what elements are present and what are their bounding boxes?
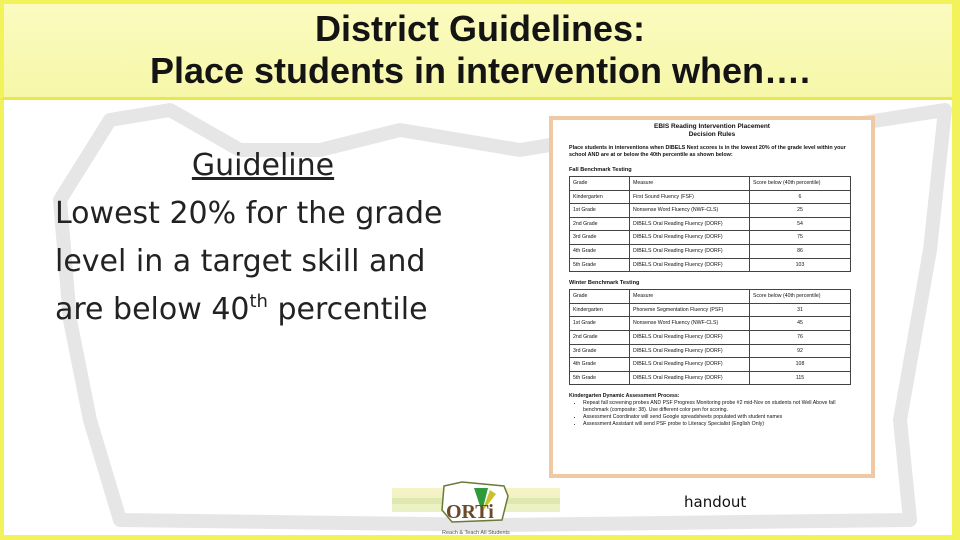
table-header-row: Grade Measure Score below (40th percentile)	[570, 290, 851, 304]
table-row: 3rd Grade DIBELS Oral Reading Fluency (DORF) 75	[570, 231, 851, 245]
logo-text: ORTi	[446, 501, 494, 523]
fall-benchmark-table	[569, 176, 851, 272]
guideline-line-3: are below 40th percentile	[55, 291, 428, 327]
winter-benchmark-table	[569, 289, 851, 385]
table-row: 4th Grade DIBELS Oral Reading Fluency (DORF) 108	[570, 358, 851, 372]
list-item: • Assessment Assistant will send PSF probe to Literacy Specialist (English Only)	[583, 421, 859, 428]
list-item: • Assessment Coordinator will send Google spreadsheets populated with student names	[583, 414, 859, 421]
table-row: Kindergarten First Sound Fluency (FSF) 6	[570, 190, 851, 204]
table-row: 5th Grade DIBELS Oral Reading Fluency (DORF) 115	[570, 371, 851, 385]
frame-right	[952, 0, 960, 540]
guideline-line-1: Lowest 20% for the grade	[55, 196, 443, 231]
title-line-1: District Guidelines:	[314, 8, 646, 49]
table-row: 1st Grade Nonsense Word Fluency (NWF-CLS) 25	[570, 204, 851, 218]
guideline-line-2: level in a target skill and	[55, 244, 426, 279]
table-header-row: Grade Measure Score below (40th percentile)	[570, 177, 851, 191]
table-row: 4th Grade DIBELS Oral Reading Fluency (DORF) 86	[570, 244, 851, 258]
kinder-process-list	[569, 400, 859, 427]
handout-document-image	[549, 116, 875, 478]
frame-left	[0, 100, 4, 540]
doc-intro: Place students in interventions when DIBELS Next scores is in the lowest 20% of the grade level within your school AND are at or below the 40th percentile as shown below:	[569, 145, 846, 158]
slide-title	[0, 8, 960, 92]
title-line-2: Place students in intervention when….	[149, 50, 811, 91]
table-row: 5th Grade DIBELS Oral Reading Fluency (DORF) 103	[570, 258, 851, 272]
fall-section-title: Fall Benchmark Testing	[569, 167, 632, 173]
table-row: 1st Grade Nonsense Word Fluency (NWF-CLS) 45	[570, 317, 851, 331]
table-row: Kindergarten Phoneme Segmentation Fluency (PSF) 31	[570, 303, 851, 317]
logo-tagline: Reach & Teach All Students	[442, 530, 510, 536]
table-row: 2nd Grade DIBELS Oral Reading Fluency (DORF) 54	[570, 217, 851, 231]
table-row: 2nd Grade DIBELS Oral Reading Fluency (DORF) 76	[570, 330, 851, 344]
table-row: 3rd Grade DIBELS Oral Reading Fluency (DORF) 92	[570, 344, 851, 358]
guideline-text-block	[55, 142, 495, 334]
kinder-process-title: Kindergarten Dynamic Assessment Process:	[569, 393, 680, 400]
orti-logo	[392, 480, 560, 538]
guideline-heading: Guideline	[191, 148, 335, 183]
kinder-process-block	[569, 393, 859, 427]
handout-label: handout	[684, 493, 747, 511]
winter-section-title: Winter Benchmark Testing	[569, 280, 640, 287]
doc-title: EBIS Reading Intervention Placement Decision Rules	[654, 123, 770, 138]
list-item: • Repeat fall screening probes AND PSF Progress Monitoring probe #2 mid-Nov on students not Well Above fall benchmark (composite: 38). Use different color pen for scoring.	[583, 400, 859, 414]
